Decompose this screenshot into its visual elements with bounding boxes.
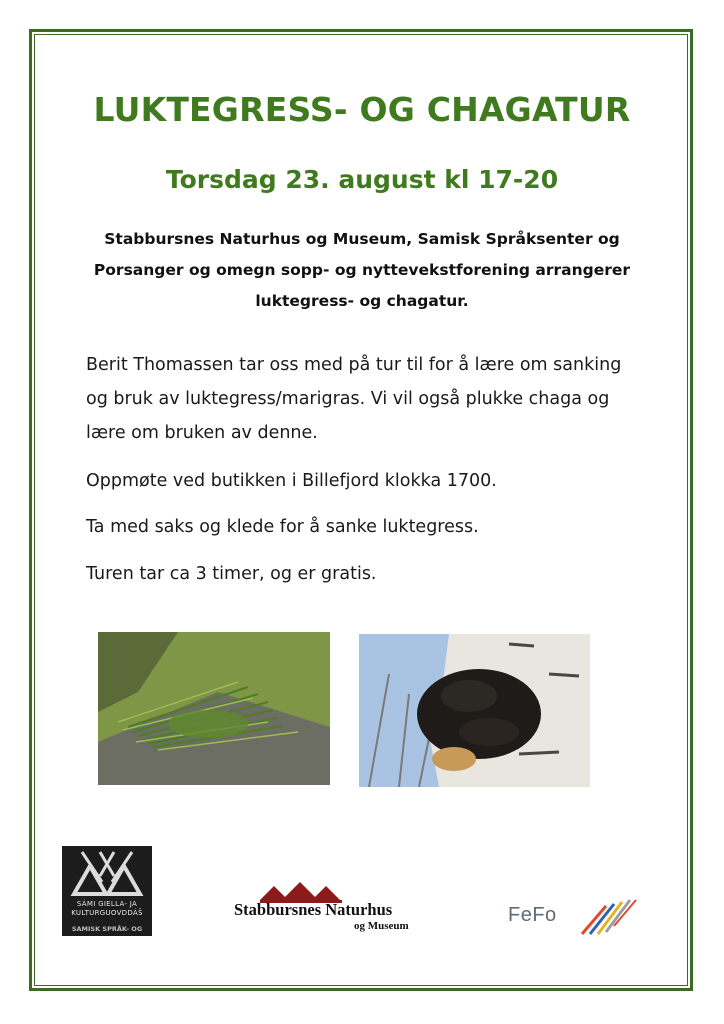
fefo-logo — [508, 896, 648, 936]
paragraph-duration: Turen tar ca 3 timer, og er gratis. — [86, 564, 377, 584]
fefo-name: FeFo — [508, 904, 557, 926]
intro-text: Stabbursnes Naturhus og Museum, Samisk Språksenter og Porsanger og omegn sopp- og nyttevekstforening arrangerer luktegress- og chagatur. — [93, 230, 631, 310]
paragraph-meeting-point: Oppmøte ved butikken i Billefjord klokka 1700. — [86, 471, 497, 491]
paragraph-description: Berit Thomassen tar oss med på tur til for å lære om sanking og bruk av luktegress/marigras. Vi vil også plukke chaga og lære om bruken av denne. — [86, 355, 622, 443]
event-date: Torsdag 23. august kl 17-20 — [165, 165, 559, 194]
stabbursnes-sub: og Museum — [354, 920, 409, 932]
sami-language-centre-logo — [62, 846, 152, 936]
stabbursnes-logo — [234, 876, 434, 938]
chaga-photo — [359, 634, 590, 787]
stabbursnes-name: Stabbursnes Naturhus — [234, 900, 393, 919]
sweetgrass-photo — [98, 632, 330, 785]
poster-title: LUKTEGRESS- OG CHAGATUR — [93, 90, 631, 129]
paragraph-bring: Ta med saks og klede for å sanke luktegress. — [86, 517, 479, 537]
fefo-stripes-icon — [578, 896, 638, 936]
sami-logo-text-cut: SAMISK SPRÅK- OG — [71, 925, 143, 933]
sami-logo-text: SÁMI GIELLA- JA KULTURGUOVDDÁŠ — [71, 900, 143, 917]
